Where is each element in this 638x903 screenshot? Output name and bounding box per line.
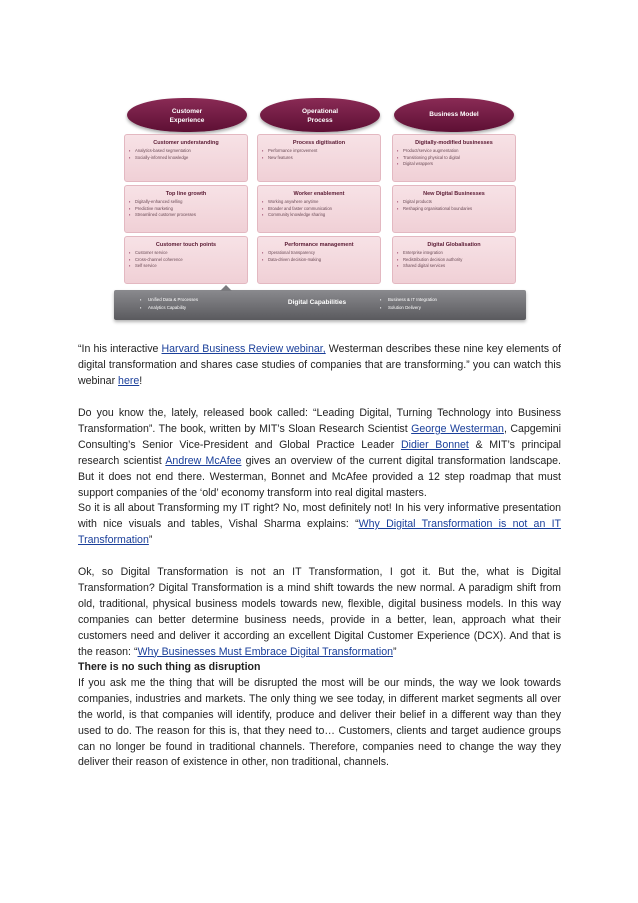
text: ” <box>393 645 397 658</box>
box-item: ▪ Transitioning physical to digital <box>403 155 515 162</box>
why-businesses-must-embrace-link[interactable]: Why Businesses Must Embrace Digital Transformation <box>137 645 394 658</box>
header-line: Customer <box>171 108 203 115</box>
paragraph-transforming-it <box>78 501 561 549</box>
box-title: Customer understanding <box>153 140 219 146</box>
box-title: Customer touch points <box>155 242 217 248</box>
george-westerman-link[interactable]: George Westerman <box>411 422 504 435</box>
column-header-customer-experience <box>127 98 247 132</box>
here-link[interactable]: here <box>118 374 140 387</box>
didier-bonnet-link[interactable]: Didier Bonnet <box>400 438 469 451</box>
text: gives an overview of the current digital transformation landscape. But it does not end there. Westerman, Bonnet and McAfee provided a 12 step roadmap that must support companies of the ‘old’ economy transform into real digital masters. <box>78 454 561 499</box>
box-top-line-growth <box>124 185 248 233</box>
text: So it is all about Transforming my IT right? No, most definitely not! In his very informative presentation with nice visuals and tables, Vishal Sharma explains: “ <box>78 502 561 530</box>
box-digitally-modified-businesses <box>392 134 516 182</box>
capability-item: ▪ Unified Data & Processes <box>140 296 198 304</box>
box-item: ▪ Socially-informed knowledge <box>135 155 247 162</box>
why-digital-transformation-link[interactable]: Why Digital Transformation is not an IT Transformation <box>78 517 561 546</box>
box-item: ▪ Self service <box>135 263 247 270</box>
column-header-operational-process <box>260 98 380 132</box>
box-item: ▪ Working anywhere anytime <box>268 199 380 206</box>
digital-capabilities-bar <box>114 290 526 320</box>
box-item: ▪ Digital products <box>403 199 515 206</box>
box-performance-management <box>257 236 381 284</box>
andrew-mcafee-link[interactable]: Andrew McAfee <box>165 454 242 467</box>
box-title: Performance management <box>284 242 354 248</box>
text: ! <box>139 374 143 387</box>
box-item: ▪ Shared digital services <box>403 263 515 270</box>
digital-capabilities-label: Digital Capabilities <box>287 299 347 306</box>
box-item: ▪ Performance improvement <box>268 148 380 155</box>
paragraph-leading-digital <box>78 406 561 501</box>
box-item: ▪ Streamlined customer processes <box>135 212 247 219</box>
box-item: ▪ Customer service <box>135 250 247 257</box>
header-line: Experience <box>169 117 205 124</box>
paragraph-webinar <box>78 342 561 390</box>
text: Ok, so Digital Transformation is not an IT Transformation, I got it. But the, what is Digital Transformation? Digital Transformation is a mind shift towards the new normal. A paradigm shift from old, traditional, physical business models towards new, flexible, digital business models. In this way companies can better determine business needs, provide in a better, lean, approach what their customers need and deliver it according an excellent Digital Customer Experience (DCX). And that is the reason: “ <box>78 566 561 658</box>
text: ” <box>148 533 153 546</box>
header-line: Operational <box>301 108 339 115</box>
box-item: ▪ Product/service augmentation <box>403 148 515 155</box>
box-title: New Digital Businesses <box>423 191 485 197</box>
box-process-digitisation <box>257 134 381 182</box>
box-item: ▪ New features <box>268 155 380 162</box>
text: “In his interactive <box>78 343 162 355</box>
header-line: Process <box>307 117 333 124</box>
box-item: ▪ Digitally-enhanced selling <box>135 199 247 206</box>
text: Do you know the, lately, released book called: “Leading Digital, Turning Technology into Business Transformation”. The book, written by MIT’s Sloan Research Scientist <box>78 407 561 435</box>
paragraph-what-is-dt <box>78 565 561 660</box>
box-item: ▪ Cross-channel coherence <box>135 257 247 264</box>
section-heading: There is no such thing as disruption <box>78 661 261 673</box>
capability-item: ▪ Solution Delivery <box>380 304 437 312</box>
box-worker-enablement <box>257 185 381 233</box>
box-new-digital-businesses <box>392 185 516 233</box>
text: , Capgemini Consulting’s Senior Vice-President and Global Practice Leader <box>78 422 561 451</box>
arrow-up-icon <box>220 285 232 291</box>
box-item: ▪ Reshaping organisational boundaries <box>403 206 515 213</box>
capability-item: ▪ Analytics Capability <box>140 304 198 312</box>
box-item: ▪ Broader and faster communication <box>268 206 380 213</box>
box-item: ▪ Predictive marketing <box>135 206 247 213</box>
box-title: Top line growth <box>165 191 207 197</box>
box-item: ▪ Community knowledge sharing <box>268 212 380 219</box>
box-customer-understanding <box>124 134 248 182</box>
column-header-business-model <box>394 98 514 132</box>
box-item: ▪ Operational transparency <box>268 250 380 257</box>
section-disruption <box>78 660 561 771</box>
box-customer-touch-points <box>124 236 248 284</box>
box-item: ▪ Digital wrappers <box>403 161 515 168</box>
box-title: Digitally-modified businesses <box>415 140 493 146</box>
box-item: ▪ Analytics-based segmentation <box>135 148 247 155</box>
box-item: ▪ Data-driven decision-making <box>268 257 380 264</box>
paragraph-disruption: If you ask me the thing that will be disrupted the most will be our minds, the way we look towards companies, industries and markets. The only thing we see today, in different market segments all over the world, is that companies will identify, produce and deliver their belief in a different way than they used to do. The reason for this is, that they need to… Customers, clients and target audience groups can no longer be found in traditional channels. Therefore, companies need to change the way they deliver their reason of existence in other, non traditional, channels. <box>78 676 561 769</box>
text: Westerman describes these nine key elements of digital transformation and shares case studies of companies that are transforming.” you can watch this webinar <box>78 343 561 387</box>
capability-item: ▪ Business & IT Integration <box>380 296 437 304</box>
box-item: ▪ Redistribution decision authority <box>403 257 515 264</box>
text: & MIT’s principal research scientist <box>78 438 562 467</box>
header-line: Business Model <box>429 111 479 118</box>
box-digital-globalisation <box>392 236 516 284</box>
hbr-webinar-link[interactable]: Harvard Business Review webinar, <box>161 343 326 355</box>
box-title: Process digitisation <box>292 140 346 146</box>
box-title: Digital Globalisation <box>427 242 481 248</box>
digital-transformation-figure <box>106 90 534 328</box>
box-item: ▪ Enterprise integration <box>403 250 515 257</box>
box-title: Worker enablement <box>293 191 345 197</box>
